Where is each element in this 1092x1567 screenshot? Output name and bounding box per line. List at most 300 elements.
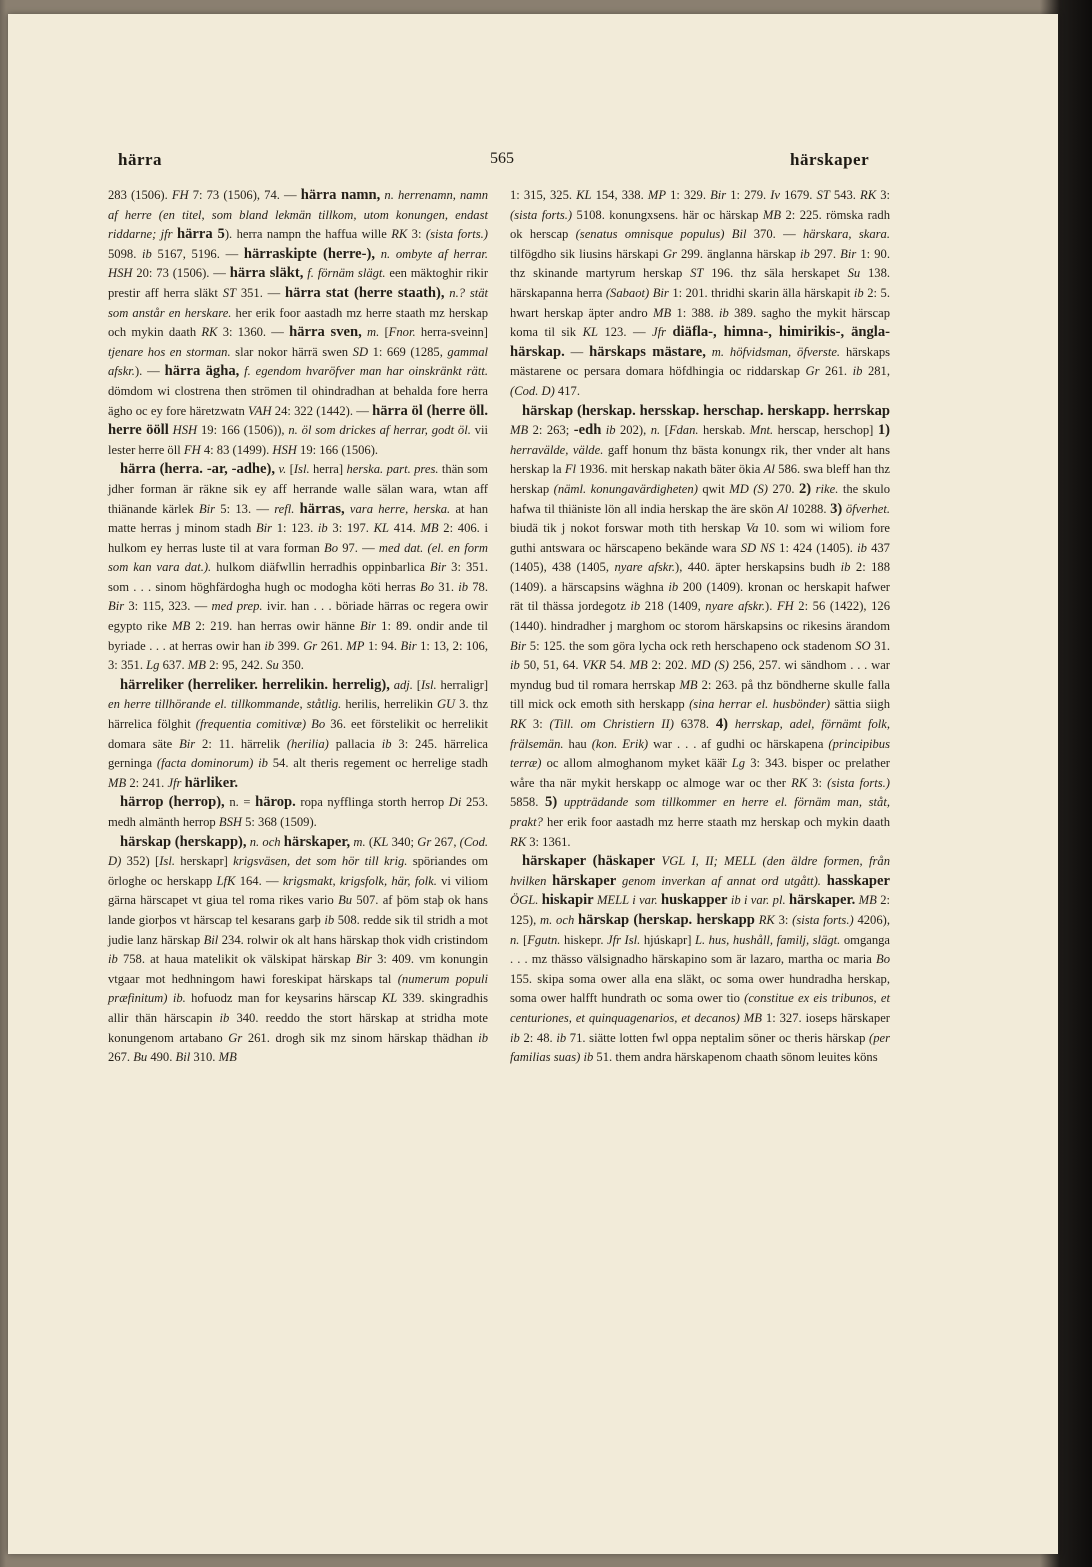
source-abbreviation: SO xyxy=(855,638,871,653)
entry-text: spöriandes om örloghe oc herskapp xyxy=(108,854,488,888)
entry-text: 3: 115, 323. — xyxy=(124,599,212,614)
source-abbreviation: FH xyxy=(183,442,201,457)
source-abbreviation: Fl xyxy=(564,462,577,477)
entry-text: hofuodz man for keysarins härscap xyxy=(185,991,382,1006)
entry-text: 3: xyxy=(526,717,550,732)
entry-text: 3: xyxy=(774,912,793,927)
headword: härraskipte (herre-), xyxy=(243,245,376,262)
source-abbreviation: MB xyxy=(218,1050,237,1065)
entry-text: 253. medh almänth herrop xyxy=(108,795,489,829)
headword: härra öl (herre öll. herre ööll xyxy=(108,402,489,439)
headword: härop. xyxy=(255,794,296,811)
entry-text: 1: 279. xyxy=(726,188,771,202)
entry-text: 543. xyxy=(829,188,861,202)
entry-text: 71. siätte lotten fwl oppa neptalim söner oc theris härskap xyxy=(566,1030,870,1045)
entry-text: sättia siigh xyxy=(830,697,891,712)
source-abbreviation: ib xyxy=(219,1010,230,1025)
source-abbreviation: MB xyxy=(652,305,672,320)
entry-text: — xyxy=(564,344,590,359)
entry-text: 138. härskapanna herra xyxy=(510,266,891,300)
entry-text: 414. xyxy=(389,521,421,536)
headword: härra stat (herre staath), xyxy=(285,284,445,301)
definition-text: Isl. xyxy=(159,854,175,869)
source-abbreviation: Bu xyxy=(133,1050,148,1065)
entry-text: herscap, herschop] xyxy=(773,423,878,438)
entry-text: 218 (1409, xyxy=(640,599,706,614)
definition-text: Isl. xyxy=(293,462,310,477)
entry-text: dömdom wi clostrena then strömen til ohindradhan at behalda fore herra ägho oc ey fore häretzwatn xyxy=(108,383,488,418)
source-abbreviation: Bil xyxy=(175,1050,191,1065)
definition-text: (sista forts.) xyxy=(425,227,488,242)
definition-text: herravälde, välde. xyxy=(510,442,604,457)
source-abbreviation: ib xyxy=(510,658,520,673)
source-abbreviation: Bo xyxy=(420,579,435,594)
entry-text: vii lester herre öll xyxy=(108,423,488,457)
entry-text: 123. — xyxy=(597,325,653,340)
definition-text: (herilia) xyxy=(286,736,329,751)
entry-text: vi viliom gärna härscapet vt giua tel roma rikes vario xyxy=(108,873,489,908)
definition-text: n. ombyte af herrar. xyxy=(375,246,489,261)
entry-text: biudä tik j nokot forswar moth tith herskap xyxy=(510,521,746,536)
entry-text: hulkom diäfwllin herradhis oppinbarlica xyxy=(211,560,431,575)
headword: härreliker (herreliker. herrelikin. herrelig), xyxy=(120,676,390,693)
source-abbreviation: Gr xyxy=(303,638,318,653)
headword: härskaper xyxy=(552,872,617,889)
entry-text: 31. xyxy=(870,638,891,653)
definition-text: nyare afskr. xyxy=(705,599,766,614)
definition-text: n.? stät som anstår en herskare. xyxy=(108,285,489,320)
entry-text: 3: 1361. xyxy=(526,834,571,849)
entry-text: 281, xyxy=(862,364,891,379)
entry-text: 261. drogh sik mz sinom härskap thädhan xyxy=(242,1030,479,1045)
entry-text: 1679. xyxy=(780,188,817,202)
definition-text: MELL i var. xyxy=(593,893,661,908)
source-abbreviation: Di xyxy=(448,795,462,810)
definition-text: I, II; MELL (den äldre formen, från hvilken xyxy=(510,854,890,888)
definition-text: adj. xyxy=(389,677,413,692)
entry-text: ). herra nampn the haffua wille xyxy=(224,227,392,242)
entry-text: 2: 5. hwart herskap äpter andro xyxy=(510,285,890,320)
source-abbreviation: Al xyxy=(777,501,789,516)
source-abbreviation: ib xyxy=(478,1030,488,1045)
definition-text: härskara, skara. xyxy=(802,227,890,242)
entry-text: 154, 338. xyxy=(591,188,648,202)
source-abbreviation: ib xyxy=(108,952,118,967)
entry-text: 50, 51, 64. xyxy=(519,658,583,673)
source-abbreviation: FH xyxy=(171,188,189,202)
definition-text: (frequentia comitivæ) xyxy=(195,717,307,732)
definition-text: Jfr xyxy=(652,325,667,340)
entry-text: herra] xyxy=(309,462,347,477)
source-abbreviation: Su xyxy=(847,266,861,281)
source-abbreviation: KL xyxy=(373,834,389,849)
entry-text: 2: 263; xyxy=(528,423,574,438)
definition-text: (Cod. D) xyxy=(510,383,555,398)
source-abbreviation: ib xyxy=(381,736,392,751)
definition-text: (kon. Erik) xyxy=(591,736,649,751)
definition-text: n. xyxy=(510,932,520,947)
headword: härras, xyxy=(299,500,345,517)
page-header xyxy=(8,150,1058,174)
source-abbreviation: GU xyxy=(436,697,456,712)
definition-text: (per familias suas) xyxy=(510,1030,891,1065)
entry-text: 20: 73 (1506). — xyxy=(132,266,230,281)
headword: 1) xyxy=(877,422,890,439)
entry-text: 155. skipa soma ower alla ena släkt, oc soma ower hundradha herskap, soma ower halfft hundrath oc soma ower tio xyxy=(510,971,890,1006)
entry-text: 297. xyxy=(809,246,841,261)
entry-text: 2: 225. römska radh ok herscap xyxy=(510,207,890,242)
source-abbreviation: RK xyxy=(510,717,527,732)
source-abbreviation: ib xyxy=(324,912,335,927)
headword: härra sven, xyxy=(289,324,362,341)
entry-text: 234. rolwir ok alt hans härskap thok vidh cristindom xyxy=(218,932,488,947)
definition-text: ib i var. pl. xyxy=(727,893,789,908)
definition-text: med dat. (el. en form som kan vara dat.). xyxy=(108,540,488,575)
source-abbreviation: ib xyxy=(583,1050,594,1065)
dictionary-entry xyxy=(108,793,488,832)
dictionary-entry xyxy=(108,676,488,794)
definition-text: (näml. konungavärdigheten) xyxy=(553,481,698,496)
entry-text: 7: 73 (1506), 74. — xyxy=(188,188,301,202)
entry-text: slar nokor härrä swen xyxy=(230,344,353,359)
headword: härskaper, xyxy=(283,833,351,850)
source-abbreviation: ib xyxy=(668,579,679,594)
source-abbreviation: ib. xyxy=(172,991,186,1006)
entry-text: 1: 13, 2: 106, 3: 351. xyxy=(108,638,488,673)
entry-text: 267, xyxy=(431,834,460,849)
left-column xyxy=(108,186,488,1068)
source-abbreviation: Bir xyxy=(400,638,417,653)
entry-text: ). — xyxy=(134,364,165,379)
entry-text: 3: 343. bisper oc prelather wåre tha när mykit herskapp oc almoge war oc ther xyxy=(510,756,890,790)
entry-text: 1: 94. xyxy=(364,638,401,653)
definition-text: (sista forts.) xyxy=(792,912,854,927)
entry-text: 196. thz säla herskapet xyxy=(703,266,848,281)
entry-text: 31. xyxy=(434,579,459,594)
definition-text: genom inverkan af annat ord utgått). xyxy=(616,873,827,888)
source-abbreviation: HSH xyxy=(108,266,133,281)
source-abbreviation: Bo xyxy=(876,952,890,967)
source-abbreviation: ib xyxy=(510,1030,520,1045)
source-abbreviation: MB xyxy=(679,677,698,692)
entry-text: 3: xyxy=(807,775,828,790)
entry-text: 2: 56 (1422), 126 (1440). hindradher j marghom oc storom härskapsins oc rikesins ärandom xyxy=(510,599,890,634)
entry-text xyxy=(728,717,735,731)
definition-text: (facta dominorum) xyxy=(156,756,254,771)
source-abbreviation: SD xyxy=(352,344,369,359)
entry-text: war . . . af gudhi oc härskapena xyxy=(648,736,829,751)
entry-text: thän som jdher forman är räkne sik ey aff herrande walle sälan wara, wtan aff thiänande kärlek xyxy=(108,462,488,516)
source-abbreviation: Va xyxy=(745,521,759,536)
definition-text: Jfr Isl. xyxy=(607,932,641,947)
headword: hiskapir xyxy=(541,892,594,909)
entry-text: ). xyxy=(765,599,777,614)
right-column xyxy=(510,186,890,1068)
definition-text: med prep. xyxy=(211,599,263,614)
definition-text: Fnor. xyxy=(388,325,416,340)
source-abbreviation: Bu xyxy=(338,893,353,908)
source-abbreviation: ib xyxy=(142,246,152,261)
entry-text: 508. redde sik til stridh a mot judie lanz härskap xyxy=(108,912,489,947)
entry-text: [ xyxy=(519,932,528,947)
definition-text: uppträdande som tillkommer en herre el. förnäm man, ståt, prakt? xyxy=(510,795,890,829)
source-abbreviation: Bil xyxy=(203,932,219,947)
entry-text xyxy=(557,795,564,809)
headword: -edh xyxy=(573,422,602,439)
source-abbreviation: RK xyxy=(391,227,408,242)
definition-text: refl. xyxy=(274,501,295,516)
entry-text: 3. thz härrelica fölghit xyxy=(108,697,488,732)
entry-continuation xyxy=(510,186,890,402)
definition-text: n. herrenamn, namn af herre (en titel, som bland lekmän tillkom, utom konungen, endast riddarne; jfr xyxy=(108,188,488,242)
source-abbreviation: Bo xyxy=(311,717,326,732)
entry-text: 2: 202. xyxy=(647,658,691,673)
source-abbreviation: MB xyxy=(858,893,877,908)
definition-text: f. förnäm slägt. xyxy=(303,266,386,281)
definition-text: (Till. om Christiern II) xyxy=(549,717,674,732)
entry-text: 19: 166 (1506). xyxy=(296,442,379,457)
entry-text: 1: 90. thz skinande martyrum herskap xyxy=(510,246,890,281)
source-abbreviation: Lg xyxy=(731,756,746,771)
source-abbreviation: ib xyxy=(264,638,275,653)
entry-text: 507. af þöm staþ ok hans lande giorþos vt härscap tel kesarans garþ xyxy=(108,893,489,927)
entry-text: 283 (1506). xyxy=(108,188,172,202)
source-abbreviation: Gr xyxy=(228,1030,243,1045)
source-abbreviation: BSH xyxy=(218,815,242,829)
source-abbreviation: ib xyxy=(852,364,863,379)
source-abbreviation: Bir xyxy=(652,285,669,300)
entry-text: 299. änglanna härskap xyxy=(676,246,801,261)
definition-text: gammal afskr. xyxy=(108,344,489,379)
headword: härskap (herskap. hersskap. herschap. herskapp. herrskap xyxy=(522,402,890,419)
entry-text: herskab. xyxy=(698,423,750,438)
definition-text: (numerum populi præfinitum) xyxy=(108,971,488,1006)
definition-text: en herre tillhörande el. tillkommande, ståtlig. xyxy=(108,697,342,712)
entry-text: herilis, herrelikin xyxy=(341,697,437,712)
source-abbreviation: Bil xyxy=(731,227,747,242)
source-abbreviation: LfK xyxy=(216,873,236,888)
entry-text: her erik foor aastadh mz herre staath mz herskap och mykin daath xyxy=(542,815,890,829)
source-abbreviation: ÖGL. xyxy=(510,893,539,908)
definition-text: nyare afskr. xyxy=(614,560,676,575)
entry-text: 5108. konungxsens. här oc härskap xyxy=(572,207,763,222)
entry-text: hau xyxy=(563,736,592,751)
entry-text: [ xyxy=(660,423,669,438)
definition-text: (sista forts.) xyxy=(827,775,890,790)
entry-text: 270. xyxy=(768,481,799,496)
definition-text: (sina herrar el. husbönder) xyxy=(689,697,831,712)
source-abbreviation: Gr xyxy=(417,834,432,849)
entry-text: 1: 89. ondir ande til byriade . . . at herras owir han xyxy=(108,619,488,653)
entry-text: 350. xyxy=(278,658,304,673)
entry-text: 3: 351. som . . . sinom höghfärdogha hugh oc modogha köti herras xyxy=(108,560,489,594)
headword: huskapper xyxy=(660,892,728,909)
definition-text: Jfr xyxy=(167,775,182,790)
headword: härra namn, xyxy=(300,187,381,203)
source-abbreviation: Bir xyxy=(198,501,216,516)
source-abbreviation: MP xyxy=(647,188,667,202)
entry-text: 2: 48. xyxy=(519,1030,557,1045)
source-abbreviation: Bir xyxy=(179,736,196,751)
source-abbreviation: Iv xyxy=(770,188,781,202)
entry-continuation xyxy=(108,186,488,460)
source-abbreviation: Bir xyxy=(710,188,727,202)
entry-text: 4: 83 (1499). xyxy=(200,442,273,457)
source-abbreviation: MB xyxy=(108,775,127,790)
source-abbreviation: KL xyxy=(373,521,390,536)
source-abbreviation: Su xyxy=(266,658,279,673)
source-abbreviation: Bir xyxy=(359,619,377,634)
source-abbreviation: Bir xyxy=(108,599,125,614)
source-abbreviation: FH xyxy=(776,599,794,614)
source-abbreviation: RK xyxy=(791,775,808,790)
source-abbreviation: ST xyxy=(222,285,237,300)
definition-text: (principibus terræ) xyxy=(510,736,890,771)
entry-text: 339. skingradhis allir thän härscapin xyxy=(108,991,488,1025)
entry-text: 6378. xyxy=(673,717,716,732)
source-abbreviation: KL xyxy=(582,325,598,340)
definition-text: m. xyxy=(361,325,380,340)
source-abbreviation: HSH xyxy=(272,442,297,457)
entry-text: 2: 188 (1409). a härscapsins wäghna xyxy=(510,560,891,594)
entry-text: 3: xyxy=(876,188,891,202)
entry-text: 310. xyxy=(190,1050,219,1065)
entry-text: herskapr] xyxy=(174,854,234,869)
definition-text: n. xyxy=(650,423,661,438)
source-abbreviation: Bir xyxy=(840,246,857,261)
entry-text: herra-sveinn] xyxy=(415,325,488,340)
entry-text: 1: 123. xyxy=(272,521,318,536)
entry-text: 3: 245. härrelica gerninga xyxy=(108,736,489,771)
source-abbreviation: MB xyxy=(629,658,648,673)
entry-text: [ xyxy=(286,462,294,477)
entry-text: 261. xyxy=(317,638,347,653)
definition-text: krigsmakt, krigsfolk, här, folk. xyxy=(282,873,437,888)
entry-text: at han matte herras j minom stadh xyxy=(108,501,488,536)
source-abbreviation: Bir xyxy=(510,638,527,653)
source-abbreviation: Bir xyxy=(355,952,372,967)
source-abbreviation: MB xyxy=(510,423,529,438)
definition-text: herrskap, adel, förnämt folk, frälsemän. xyxy=(510,717,890,751)
entry-text: 389. sagho the mykit härscap koma til sik xyxy=(510,305,890,340)
dictionary-entry xyxy=(108,833,488,1068)
headword: härskaper (häskaper xyxy=(522,853,656,870)
source-abbreviation: MB xyxy=(762,207,782,222)
entry-text: 2: 11. härrelik xyxy=(195,736,287,751)
dictionary-entry xyxy=(108,460,488,676)
entry-text: 4206), xyxy=(853,912,890,927)
entry-text: een mäktoghir rikir prestir aff herra släkt xyxy=(108,266,489,300)
entry-text: 19: 166 (1506)), xyxy=(197,423,289,438)
entry-text: 2: 219. han herras owir hänne xyxy=(190,619,360,634)
definition-text: n. öl som drickes af herrar, godt öl. xyxy=(288,423,471,438)
entry-text: 758. at haua matelikit ok välskipat härskap xyxy=(117,952,356,967)
definition-text: vara herre, herska. xyxy=(344,501,451,516)
entry-text: 2: 263. på thz böndherne skulle falla till mick ock emoth sith herskapp xyxy=(510,677,890,712)
source-abbreviation: ib xyxy=(258,756,268,771)
entry-text: 164. — xyxy=(235,873,283,888)
page-sheet xyxy=(8,14,1058,1554)
entry-text: ( xyxy=(365,834,374,849)
definition-text: f. egendom hvaröfver man har oinskränkt rätt. xyxy=(239,364,488,379)
definition-text: herska. part. pres. xyxy=(346,462,439,477)
source-abbreviation: Gr xyxy=(662,246,677,261)
definition-text: (Cod. D) xyxy=(108,834,489,869)
source-abbreviation: Bir xyxy=(255,521,273,536)
entry-text: 200 (1409). kronan oc herskapit hafwer rät til thässa jordegotz xyxy=(510,579,890,614)
definition-text: Fdan. xyxy=(668,423,699,438)
source-abbreviation: Al xyxy=(763,462,775,477)
headword: härra ägha, xyxy=(164,363,240,380)
source-abbreviation: RK xyxy=(860,188,877,202)
entry-text: 5098. xyxy=(108,246,143,261)
entry-text: 202), xyxy=(615,423,651,438)
entry-text: 54. alt theris regement oc herrelige stadh xyxy=(267,756,488,771)
headword: diäfla-, himna-, himirikis-, ängla-härskap. xyxy=(510,324,891,360)
entry-text: 1: 669 (1285, xyxy=(368,344,448,359)
entry-text: ropa nyfflinga storth herrop xyxy=(295,795,449,810)
definition-text: L. hus, hushåll, familj, slägt. xyxy=(694,932,841,947)
source-abbreviation: HSH xyxy=(172,423,198,438)
source-abbreviation: Bir xyxy=(430,560,447,575)
entry-text: hjúskapr] xyxy=(640,932,695,947)
entry-text: 586. swa bleff han thz herskap xyxy=(510,462,890,496)
entry-text: 340; xyxy=(388,834,418,849)
entry-text: the skulo hafwa til thiäniste lön all india herskap the äre skön xyxy=(510,481,890,516)
source-abbreviation: RK xyxy=(758,912,775,927)
source-abbreviation: VGL xyxy=(661,854,686,869)
definition-text: m. höfvidsman, öfverste. xyxy=(705,344,841,359)
entry-text: 1936. mit herskap nakath bäter ökia xyxy=(576,462,764,477)
definition-text: n. och xyxy=(246,834,284,849)
source-abbreviation: Bo xyxy=(324,540,339,555)
source-abbreviation: MD (S) xyxy=(729,481,768,496)
headword: härra 5 xyxy=(176,226,225,243)
source-abbreviation: ib xyxy=(840,560,851,575)
entry-text: 5858. xyxy=(510,795,546,810)
source-abbreviation: MP xyxy=(346,638,365,653)
entry-text: 3: 197. xyxy=(327,521,374,536)
definition-text: (sista forts.) xyxy=(510,207,573,222)
entry-text: 399. xyxy=(274,638,304,653)
definition-text: öfverhet. xyxy=(845,501,890,516)
definition-text: Isl. xyxy=(420,677,437,692)
definition-text: m. och xyxy=(540,912,579,927)
source-abbreviation: ib xyxy=(800,246,810,261)
page-number: 565 xyxy=(490,150,514,167)
headword: 4) xyxy=(715,716,729,733)
entry-text: 36. eet förstelikit oc herrelikit domara säte xyxy=(108,717,488,751)
source-abbreviation: ib xyxy=(556,1030,567,1045)
entry-text: 54. xyxy=(606,658,630,673)
headword: härskap (herskapp), xyxy=(120,833,247,850)
entry-text: pallacia xyxy=(328,736,382,751)
source-abbreviation: MB xyxy=(172,619,191,634)
source-abbreviation: RK xyxy=(201,325,218,340)
headword: härliker. xyxy=(184,774,239,791)
entry-text: 5: 368 (1509). xyxy=(241,815,317,829)
definition-text: (senatus omnisque populus) xyxy=(575,227,725,242)
definition-text: Mnt. xyxy=(749,423,774,438)
headword: 3) xyxy=(830,500,843,517)
source-abbreviation: RK xyxy=(510,834,527,849)
source-abbreviation: KL xyxy=(576,188,592,202)
entry-text: 1: 315, 325. xyxy=(510,188,577,202)
headword: härra (herra. -ar, -adhe), xyxy=(120,461,276,478)
entry-text: ), 440. äpter herskapsins budh xyxy=(675,560,841,575)
headword: härskaps mästare, xyxy=(589,343,706,360)
entry-text: 2: 125), xyxy=(510,893,890,927)
